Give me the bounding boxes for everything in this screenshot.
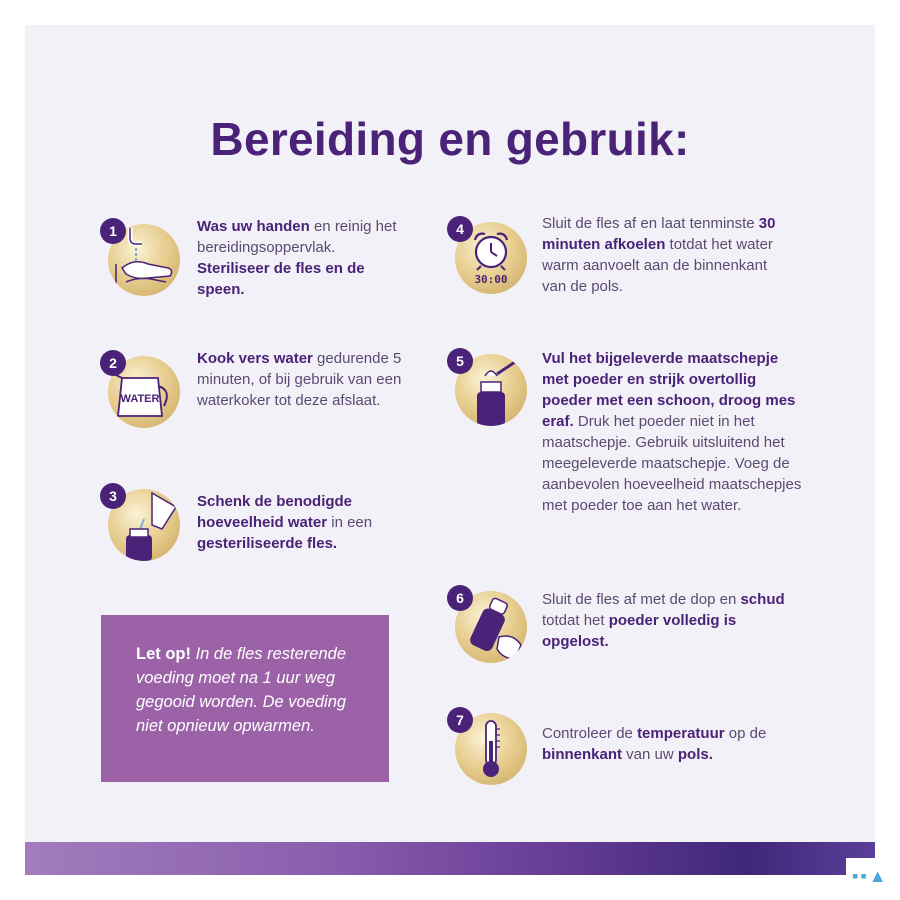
step-number-badge: 3 bbox=[100, 483, 126, 509]
logo-mark-icon: ▪▪▲ bbox=[852, 866, 889, 886]
step-number-badge: 6 bbox=[447, 585, 473, 611]
step-7-icon-wrap bbox=[447, 707, 529, 783]
warning-note bbox=[101, 615, 389, 782]
corner-logo bbox=[846, 858, 890, 894]
step-3-icon-wrap bbox=[100, 483, 182, 559]
note-body: In de fles resterende voeding moet na 1 uur weg gegooid worden. De voeding niet opnieuw opwarmen. bbox=[136, 645, 347, 735]
clock-readout: 30:00 bbox=[474, 273, 508, 286]
step-number-badge: 5 bbox=[447, 348, 473, 374]
step-number-badge: 2 bbox=[100, 350, 126, 376]
step-6-text: Sluit de fles af met de dop en schud totdat het poeder volledig is opgelost. bbox=[542, 591, 785, 650]
step-1-icon-wrap bbox=[100, 218, 182, 294]
page-title: Bereiding en gebruik: bbox=[210, 113, 690, 165]
step-2-icon-wrap bbox=[100, 350, 182, 426]
footer-gradient-bar bbox=[25, 842, 875, 875]
step-3-text: Schenk de benodigde hoeveelheid water in een gesteriliseerde fles. bbox=[197, 493, 373, 552]
step-1-text: Was uw handen en reinig het bereidingsoppervlak. Steriliseer de fles en de speen. bbox=[197, 218, 397, 298]
step-4-text: Sluit de fles af en laat tenminste 30 minuten afkoelen totdat het water warm aanvoelt aan de binnenkant van de pols. bbox=[542, 215, 776, 295]
step-6-icon-wrap bbox=[447, 585, 529, 661]
svg-text:WATER: WATER bbox=[120, 393, 160, 405]
step-2-text: Kook vers water gedurende 5 minuten, of bij gebruik van een waterkoker tot deze afslaat. bbox=[197, 350, 402, 409]
step-number-badge: 7 bbox=[447, 707, 473, 733]
step-5-text: Vul het bijgeleverde maatschepje met poeder en strijk overtollig poeder met een schoon, droog mes eraf. Druk het poeder niet in het maatschepje. Gebruik uitsluitend het meegeleverde maatschepje. Voeg de aanbevolen hoeveelheid maatschepjes met poeder toe aan het water. bbox=[542, 350, 802, 514]
step-number-badge: 4 bbox=[447, 216, 473, 242]
step-7-text: Controleer de temperatuur op de binnenkant van uw pols. bbox=[542, 725, 767, 763]
step-4-icon-wrap bbox=[447, 216, 529, 292]
note-lead: Let op! bbox=[136, 645, 191, 663]
step-number-badge: 1 bbox=[100, 218, 126, 244]
step-5-icon-wrap bbox=[447, 348, 529, 424]
